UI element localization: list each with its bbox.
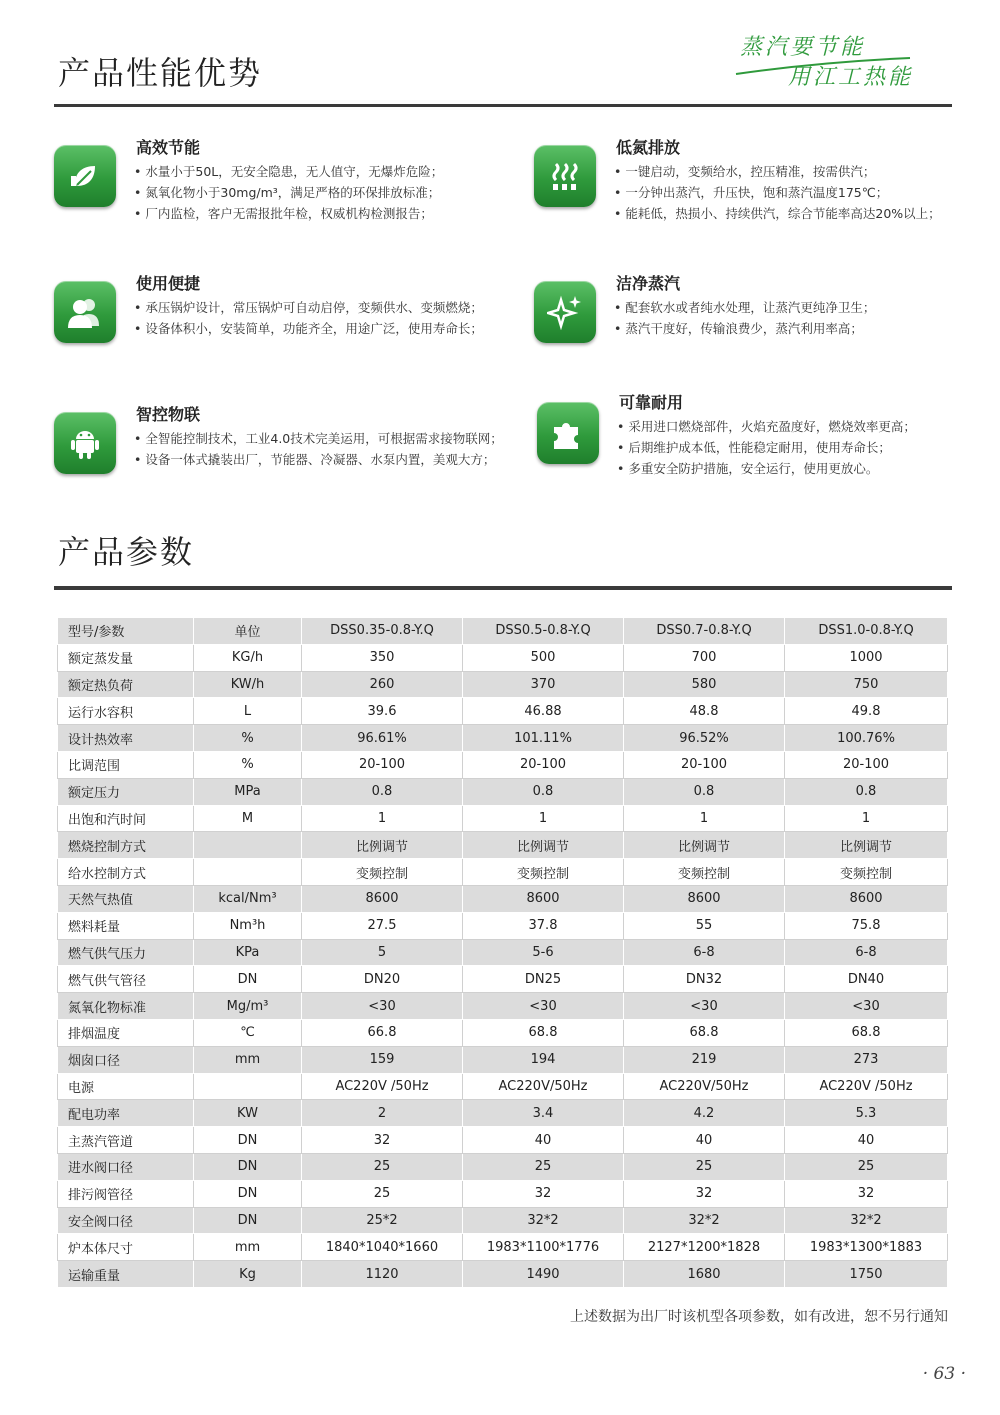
param-name-cell: 运输重量 [58, 1261, 194, 1288]
value-cell: 40 [785, 1127, 948, 1154]
value-cell: 32*2 [624, 1207, 785, 1234]
value-cell: 5-6 [463, 939, 624, 966]
value-cell: 1120 [302, 1261, 463, 1288]
feature-list [614, 161, 941, 224]
unit-cell: mm [194, 1046, 302, 1073]
param-name-cell: 排污阀管径 [58, 1180, 194, 1207]
value-cell: AC220V/50Hz [463, 1073, 624, 1100]
value-cell: 6-8 [624, 939, 785, 966]
unit-cell [194, 859, 302, 886]
param-name-cell: 额定蒸发量 [58, 644, 194, 671]
section-divider [54, 586, 952, 590]
table-row [58, 725, 948, 752]
value-cell: 比例调节 [785, 832, 948, 859]
value-cell: <30 [302, 993, 463, 1020]
value-cell: 比例调节 [463, 832, 624, 859]
feature-title: 智控物联 [136, 405, 201, 424]
feature-item: • 全智能控制技术，工业4.0技术完美运用，可根据需求接物联网； [134, 428, 503, 449]
feature-item: • 采用进口燃烧部件，火焰充盈度好，燃烧效率更高； [617, 416, 916, 437]
section-title-parameters: 产品参数 [58, 533, 195, 571]
value-cell: 37.8 [463, 912, 624, 939]
unit-cell: Mg/m³ [194, 993, 302, 1020]
unit-cell: L [194, 698, 302, 725]
table-row [58, 1180, 948, 1207]
value-cell: DN32 [624, 966, 785, 993]
value-cell: 32 [624, 1180, 785, 1207]
value-cell: 49.8 [785, 698, 948, 725]
slogan-line-2: 用江工热能 [788, 65, 914, 90]
param-name-cell: 运行水容积 [58, 698, 194, 725]
param-name-cell: 额定压力 [58, 778, 194, 805]
value-cell: 0.8 [785, 778, 948, 805]
value-cell: 2127*1200*1828 [624, 1234, 785, 1261]
value-cell: 32 [463, 1180, 624, 1207]
value-cell: 0.8 [463, 778, 624, 805]
value-cell: 32*2 [463, 1207, 624, 1234]
table-row [58, 1234, 948, 1261]
value-cell: 25 [302, 1180, 463, 1207]
table-row [58, 1073, 948, 1100]
unit-cell: KPa [194, 939, 302, 966]
table-row [58, 671, 948, 698]
unit-cell: % [194, 751, 302, 778]
value-cell: 4.2 [624, 1100, 785, 1127]
page-number: · 63 · [922, 1364, 966, 1384]
table-row [58, 1100, 948, 1127]
value-cell: AC220V/50Hz [624, 1073, 785, 1100]
table-row [58, 885, 948, 912]
value-cell: 68.8 [463, 1019, 624, 1046]
feature-title: 使用便捷 [136, 274, 201, 293]
value-cell: 700 [624, 644, 785, 671]
param-name-cell: 安全阀口径 [58, 1207, 194, 1234]
table-row [58, 644, 948, 671]
leaf-icon [54, 145, 116, 207]
value-cell: 1983*1100*1776 [463, 1234, 624, 1261]
feature-list [134, 297, 483, 339]
param-name-cell: 出饱和汽时间 [58, 805, 194, 832]
value-cell: 32 [302, 1127, 463, 1154]
value-cell: 20-100 [785, 751, 948, 778]
feature-item: • 设备体积小，安装简单，功能齐全，用途广泛，使用寿命长； [134, 318, 483, 339]
unit-cell [194, 832, 302, 859]
feature-item: • 承压锅炉设计，常压锅炉可自动启停，变频供水、变频燃烧； [134, 297, 483, 318]
table-row [58, 751, 948, 778]
feature-item: • 配套软水或者纯水处理，让蒸汽更纯净卫生； [614, 297, 875, 318]
param-name-cell: 设计热效率 [58, 725, 194, 752]
unit-cell [194, 1073, 302, 1100]
value-cell: 8600 [463, 885, 624, 912]
table-row [58, 993, 948, 1020]
param-name-cell: 燃气供气管径 [58, 966, 194, 993]
value-cell: DN20 [302, 966, 463, 993]
value-cell: 1840*1040*1660 [302, 1234, 463, 1261]
unit-cell: KW/h [194, 671, 302, 698]
value-cell: 3.4 [463, 1100, 624, 1127]
table-row [58, 912, 948, 939]
value-cell: 1 [463, 805, 624, 832]
value-cell: 68.8 [785, 1019, 948, 1046]
feature-item: • 蒸汽干度好，传输浪费少，蒸汽利用率高； [614, 318, 875, 339]
value-cell: 1000 [785, 644, 948, 671]
table-row [58, 1153, 948, 1180]
param-name-cell: 排烟温度 [58, 1019, 194, 1046]
feature-list [134, 161, 443, 224]
value-cell: <30 [463, 993, 624, 1020]
table-row [58, 1261, 948, 1288]
value-cell: 1750 [785, 1261, 948, 1288]
table-row [58, 832, 948, 859]
parameters-table [57, 617, 948, 1288]
footnote: 上述数据为出厂时该机型各项参数，如有改进，恕不另行通知 [570, 1309, 948, 1325]
unit-cell: Kg [194, 1261, 302, 1288]
unit-cell: 单位 [194, 618, 302, 645]
value-cell: 194 [463, 1046, 624, 1073]
value-cell: 101.11% [463, 725, 624, 752]
feature-list [614, 297, 875, 339]
value-cell: 1490 [463, 1261, 624, 1288]
value-cell: 20-100 [463, 751, 624, 778]
value-cell: 6-8 [785, 939, 948, 966]
users-icon [54, 281, 116, 343]
param-name-cell: 给水控制方式 [58, 859, 194, 886]
value-cell: 25 [302, 1153, 463, 1180]
value-cell: 5 [302, 939, 463, 966]
value-cell: 750 [785, 671, 948, 698]
param-name-cell: 烟囱口径 [58, 1046, 194, 1073]
value-cell: 1 [785, 805, 948, 832]
value-cell: 68.8 [624, 1019, 785, 1046]
value-cell: 25 [624, 1153, 785, 1180]
param-name-cell: 燃气供气压力 [58, 939, 194, 966]
unit-cell: Nm³h [194, 912, 302, 939]
value-cell: <30 [785, 993, 948, 1020]
value-cell: 39.6 [302, 698, 463, 725]
feature-title: 洁净蒸汽 [616, 274, 681, 293]
param-name-cell: 主蒸汽管道 [58, 1127, 194, 1154]
value-cell: 2 [302, 1100, 463, 1127]
unit-cell: KG/h [194, 644, 302, 671]
feature-title: 低氮排放 [616, 138, 681, 157]
value-cell: 219 [624, 1046, 785, 1073]
feature-item: • 厂内监检，客户无需报批年检，权威机构检测报告； [134, 203, 443, 224]
value-cell: 32*2 [785, 1207, 948, 1234]
steam-icon [534, 145, 596, 207]
value-cell: 比例调节 [624, 832, 785, 859]
unit-cell: kcal/Nm³ [194, 885, 302, 912]
unit-cell: DN [194, 1207, 302, 1234]
param-name-cell: 比调范围 [58, 751, 194, 778]
param-name-cell: 额定热负荷 [58, 671, 194, 698]
value-cell: 5.3 [785, 1100, 948, 1127]
value-cell: 75.8 [785, 912, 948, 939]
value-cell: 46.88 [463, 698, 624, 725]
feature-list [617, 416, 916, 479]
unit-cell: mm [194, 1234, 302, 1261]
table-row [58, 1207, 948, 1234]
value-cell: 1 [302, 805, 463, 832]
param-name-cell: 炉本体尺寸 [58, 1234, 194, 1261]
android-icon [54, 412, 116, 474]
value-cell: 27.5 [302, 912, 463, 939]
feature-title: 可靠耐用 [619, 393, 684, 412]
value-cell: 260 [302, 671, 463, 698]
value-cell: 1680 [624, 1261, 785, 1288]
param-name-cell: 型号/参数 [58, 618, 194, 645]
value-cell: 1983*1300*1883 [785, 1234, 948, 1261]
table-row [58, 859, 948, 886]
feature-item: • 一键启动，变频给水，控压精准，按需供汽； [614, 161, 941, 182]
value-cell: DSS0.5-0.8-Y.Q [463, 618, 624, 645]
feature-item: • 一分钟出蒸汽，升压快，饱和蒸汽温度175℃； [614, 182, 941, 203]
value-cell: 55 [624, 912, 785, 939]
value-cell: 40 [463, 1127, 624, 1154]
section-divider [54, 104, 952, 107]
feature-item: • 多重安全防护措施，安全运行，使用更放心。 [617, 458, 916, 479]
unit-cell: M [194, 805, 302, 832]
table-header-row [58, 618, 948, 645]
feature-item: • 能耗低，热损小、持续供汽，综合节能率高达20%以上； [614, 203, 941, 224]
value-cell: 48.8 [624, 698, 785, 725]
value-cell: DSS0.35-0.8-Y.Q [302, 618, 463, 645]
value-cell: 变频控制 [624, 859, 785, 886]
value-cell: 66.8 [302, 1019, 463, 1046]
table-row [58, 805, 948, 832]
value-cell: 273 [785, 1046, 948, 1073]
value-cell: 8600 [624, 885, 785, 912]
param-name-cell: 氮氧化物标准 [58, 993, 194, 1020]
puzzle-icon [537, 402, 599, 464]
unit-cell: ℃ [194, 1019, 302, 1046]
unit-cell: DN [194, 1127, 302, 1154]
value-cell: DN25 [463, 966, 624, 993]
value-cell: AC220V /50Hz [785, 1073, 948, 1100]
feature-list [134, 428, 503, 470]
value-cell: 20-100 [624, 751, 785, 778]
param-name-cell: 进水阀口径 [58, 1153, 194, 1180]
value-cell: 变频控制 [302, 859, 463, 886]
section-title-advantages: 产品性能优势 [58, 54, 263, 92]
value-cell: 32 [785, 1180, 948, 1207]
param-name-cell: 燃料耗量 [58, 912, 194, 939]
value-cell: DSS1.0-0.8-Y.Q [785, 618, 948, 645]
value-cell: 159 [302, 1046, 463, 1073]
value-cell: 40 [624, 1127, 785, 1154]
feature-title: 高效节能 [136, 138, 201, 157]
param-name-cell: 配电功率 [58, 1100, 194, 1127]
feature-item: • 水量小于50L，无安全隐患，无人值守，无爆炸危险； [134, 161, 443, 182]
value-cell: 比例调节 [302, 832, 463, 859]
table-row [58, 1046, 948, 1073]
value-cell: 1 [624, 805, 785, 832]
table-row [58, 698, 948, 725]
value-cell: AC220V /50Hz [302, 1073, 463, 1100]
slogan-line-1: 蒸汽要节能 [740, 35, 866, 60]
value-cell: <30 [624, 993, 785, 1020]
value-cell: 100.76% [785, 725, 948, 752]
value-cell: 25 [785, 1153, 948, 1180]
unit-cell: KW [194, 1100, 302, 1127]
value-cell: 25 [463, 1153, 624, 1180]
value-cell: 0.8 [624, 778, 785, 805]
slogan-logo [730, 22, 920, 100]
unit-cell: DN [194, 966, 302, 993]
table-row [58, 1127, 948, 1154]
value-cell: 580 [624, 671, 785, 698]
param-name-cell: 天然气热值 [58, 885, 194, 912]
value-cell: 0.8 [302, 778, 463, 805]
value-cell: 8600 [785, 885, 948, 912]
param-name-cell: 电源 [58, 1073, 194, 1100]
feature-item: • 氮氧化物小于30mg/m³，满足严格的环保排放标准； [134, 182, 443, 203]
table-row [58, 778, 948, 805]
unit-cell: % [194, 725, 302, 752]
sparkle-icon [534, 281, 596, 343]
value-cell: 20-100 [302, 751, 463, 778]
feature-item: • 后期维护成本低，性能稳定耐用，使用寿命长； [617, 437, 916, 458]
value-cell: 变频控制 [785, 859, 948, 886]
value-cell: 8600 [302, 885, 463, 912]
table-row [58, 939, 948, 966]
value-cell: 370 [463, 671, 624, 698]
value-cell: 350 [302, 644, 463, 671]
value-cell: 25*2 [302, 1207, 463, 1234]
value-cell: 96.61% [302, 725, 463, 752]
param-name-cell: 燃烧控制方式 [58, 832, 194, 859]
value-cell: 96.52% [624, 725, 785, 752]
value-cell: 变频控制 [463, 859, 624, 886]
table-row [58, 1019, 948, 1046]
value-cell: DN40 [785, 966, 948, 993]
unit-cell: MPa [194, 778, 302, 805]
value-cell: 500 [463, 644, 624, 671]
unit-cell: DN [194, 1153, 302, 1180]
unit-cell: DN [194, 1180, 302, 1207]
table-row [58, 966, 948, 993]
feature-item: • 设备一体式撬装出厂，节能器、冷凝器、水泵内置，美观大方； [134, 449, 503, 470]
value-cell: DSS0.7-0.8-Y.Q [624, 618, 785, 645]
